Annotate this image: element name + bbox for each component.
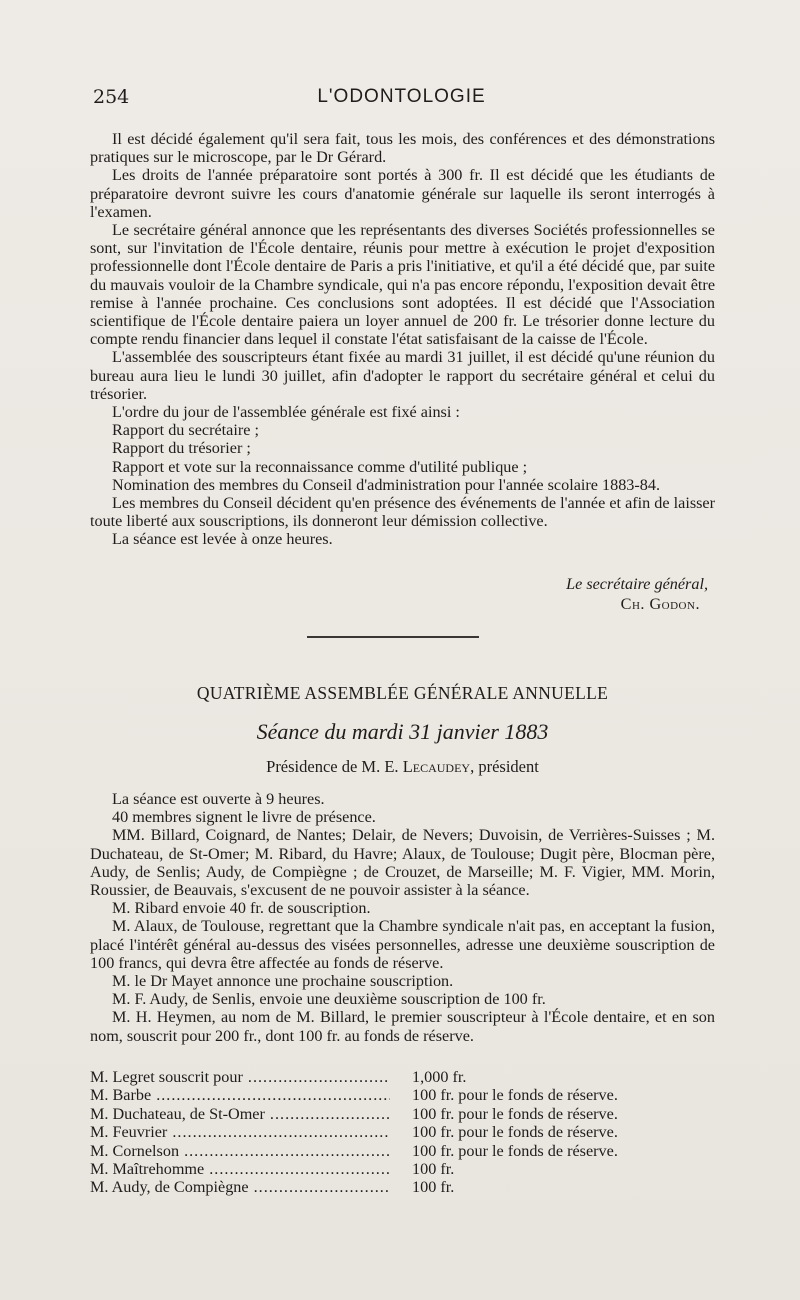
paragraph: M. H. Heymen, au nom de M. Billard, le premier souscripteur à l'École dentaire, et en son nom, souscrit pour 200 fr., dont 100 fr. au fonds de réserve. (90, 1008, 715, 1045)
section-divider (307, 636, 479, 638)
subscription-amount: 100 fr. pour le fonds de réserve. (412, 1123, 618, 1142)
subscription-row (90, 1160, 730, 1178)
subscription-amount: 100 fr. (412, 1159, 455, 1178)
presidence-line (90, 757, 715, 777)
minutes-text (90, 130, 715, 549)
paragraph: Il est décidé également qu'il sera fait, tous les mois, des conférences et des démonstrations pratiques sur le microscope, par le Dr Gérard. (90, 130, 715, 167)
subscriber-name: M. Feuvrier ..... (90, 1123, 390, 1141)
page-header (93, 86, 710, 110)
subscription-row (90, 1068, 730, 1086)
paragraph: M. Ribard envoie 40 fr. de souscription. (112, 899, 371, 918)
agenda-item: Rapport du secrétaire ; (112, 421, 259, 440)
subscription-row (90, 1123, 730, 1141)
paragraph: L'assemblée des souscripteurs étant fixée au mardi 31 juillet, il est décidé qu'une réunion du bureau aura lieu le lundi 30 juillet, afin d'adopter le rapport du secrétaire général et celui du trésorier. (90, 348, 715, 403)
agenda-item: Nomination des membres du Conseil d'administration pour l'année scolaire 1883-84. (112, 475, 661, 494)
subscription-row (90, 1178, 730, 1196)
signature-name: Ch. Godon. (620, 595, 700, 613)
paragraph: Les droits de l'année préparatoire sont portés à 300 fr. Il est décidé que les étudiants de préparatoire devront suivre les cours d'anatomie générale sur laquelle ils seront interrogés à l'examen. (90, 166, 715, 221)
presidence-suffix: , président (470, 757, 539, 776)
subscription-amount: 100 fr. (412, 1178, 455, 1197)
paragraph: La séance est levée à onze heures. (112, 530, 333, 549)
subscriber-name: M. Audy, de Compiègne ..... (90, 1178, 390, 1196)
subscriber-name: M. Maîtrehomme ..... (90, 1160, 390, 1178)
agenda-item: Rapport et vote sur la reconnaissance comme d'utilité publique ; (112, 457, 528, 476)
paragraph: Le secrétaire général annonce que les représentants des diverses Sociétés professionnelles se sont, sur l'invitation de l'École dentaire, réunis pour mettre à exécution le projet d'exposition professionnelle dont l'École dentaire de Paris a pris l'initiative, et qu'il a été décidé que, par suite du mauvais vouloir de la Chambre syndicale, qui n'a pas encore répondu, l'exposition devait être remise à l'année prochaine. Ces conclusions sont adoptées. Il est décidé que l'Association scientifique de l'École dentaire paiera un loyer annuel de 200 fr. Le trésorier donne lecture du compte rendu financier dans lequel il constate l'état satisfaisant de la caisse de l'École. (90, 221, 715, 349)
subscriber-name: M. Cornelson ..... (90, 1142, 390, 1160)
session-text (90, 790, 715, 1045)
paragraph: L'ordre du jour de l'assemblée générale est fixé ainsi : (112, 403, 460, 422)
paragraph: M. F. Audy, de Senlis, envoie une deuxième souscription de 100 fr. (112, 990, 546, 1009)
section-subtitle: Séance du mardi 31 janvier 1883 (256, 719, 549, 744)
paragraph: M. le Dr Mayet annonce une prochaine souscription. (112, 972, 454, 991)
signature-block (90, 574, 708, 614)
paragraph: M. Alaux, de Toulouse, regrettant que la Chambre syndicale n'ait pas, en acceptant la fusion, placé l'intérêt général au-dessus des visées personnelles, adresse une deuxième souscription de 100 francs, qui devra être affectée au fonds de réserve. (90, 917, 715, 972)
paragraph: 40 membres signent le livre de présence. (112, 808, 376, 827)
subscriber-name: M. Barbe ..... (90, 1086, 390, 1104)
running-title: L'ODONTOLOGIE (317, 86, 486, 107)
subscription-row (90, 1105, 730, 1123)
subscription-amount: 100 fr. pour le fonds de réserve. (412, 1086, 618, 1105)
signature-role: Le secrétaire général, (566, 575, 708, 593)
subscription-list (90, 1068, 730, 1197)
president-name: Lecaudey (402, 757, 471, 776)
presidence-prefix: Présidence de M. E. (266, 757, 403, 776)
paragraph: La séance est ouverte à 9 heures. (112, 790, 325, 808)
paragraph: MM. Billard, Coignard, de Nantes; Delair, de Nevers; Duvoisin, de Verrières-Suisses ; M. Duchateau, de St-Omer; M. Ribard, du Havre; Alaux, de Toulouse; Dugit père, Blocman père, Audy, de Senlis; Audy, de Compiègne ; de Crouzet, de Marseille; M. F. Vigier, MM. Morin, Roussier, de Beauvais, s'excusent de ne pouvoir assister à la séance. (90, 826, 715, 900)
page-number: 254 (93, 86, 130, 108)
agenda-item: Rapport du trésorier ; (112, 439, 251, 458)
section-title: QUATRIÈME ASSEMBLÉE GÉNÉRALE ANNUELLE (196, 683, 609, 703)
subscription-row (90, 1086, 730, 1104)
paragraph: Les membres du Conseil décident qu'en présence des événements de l'année et afin de laisser toute liberté aux souscriptions, ils donneront leur démission collective. (90, 494, 715, 531)
subscriber-name: M. Legret souscrit pour ..... (90, 1068, 390, 1086)
subscription-amount: 100 fr. pour le fonds de réserve. (412, 1104, 618, 1123)
subscription-row (90, 1142, 730, 1160)
subscriber-name: M. Duchateau, de St-Omer ..... (90, 1105, 390, 1123)
subscription-amount: 1,000 fr. (412, 1068, 467, 1086)
subscription-amount: 100 fr. pour le fonds de réserve. (412, 1141, 618, 1160)
